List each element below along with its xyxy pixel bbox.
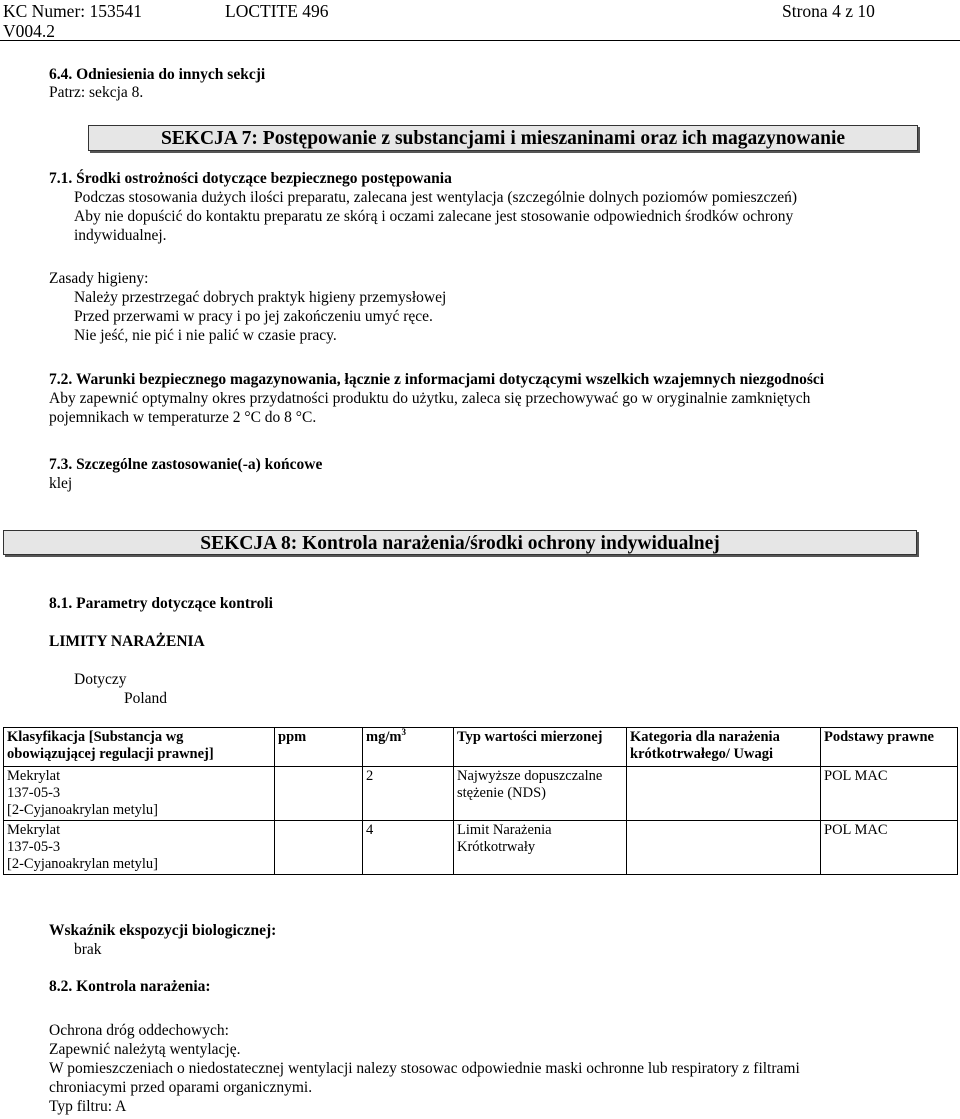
s71-line: Podczas stosowania dużych ilości preparatu, zalecana jest wentylacja (szczególnie dolnych poziomów pomieszczeń) [74, 189, 798, 206]
header-rule [0, 40, 960, 41]
s72-line: Aby zapewnić optymalny okres przydatności produktu do użytku, zaleca się przechowywać go w oryginalnie zamkniętych [49, 390, 811, 407]
substance-name: Mekrylat [7, 822, 61, 838]
kc-number: KC Numer: 153541 [3, 1, 143, 21]
value-type-line: Limit Narażenia [457, 822, 552, 838]
col-header-classification: Klasyfikacja [Substancja wg obowiązującej regulacji prawnej] [4, 728, 275, 767]
cell-mgm3: 2 [363, 767, 454, 821]
bio-heading: Wskaźnik ekspozycji biologicznej: [49, 922, 277, 939]
value-type-line: Najwyższe dopuszczalne [457, 768, 603, 784]
page-number: Strona 4 z 10 [782, 1, 875, 21]
s64-text: Patrz: sekcja 8. [49, 84, 144, 101]
col-header-ppm: ppm [275, 728, 363, 767]
col-header-category: Kategoria dla narażenia krótkotrwałego/ Uwagi [627, 728, 821, 767]
bio-value: brak [74, 941, 102, 958]
cell-mgm3: 4 [363, 821, 454, 875]
cell-category [627, 821, 821, 875]
table-row [4, 767, 958, 821]
section8-title: SEKCJA 8: Kontrola narażenia/środki ochrony indywidualnej [200, 533, 720, 554]
s82-line: Zapewnić należytą wentylację. [49, 1041, 241, 1058]
value-type-line: stężenie (NDS) [457, 785, 546, 801]
value-type-line: Krótkotrwały [457, 839, 536, 855]
section8-banner [3, 530, 917, 555]
chemical-name: [2-Cyjanoakrylan metylu] [7, 802, 158, 818]
s82-line: W pomieszczeniach o niedostatecznej wentylacji nalezy stosowac odpowiednie maski ochronne lub respiratory z filtrami [49, 1060, 800, 1077]
cell-legal: POL MAC [821, 767, 958, 821]
col-header-legal: Podstawy prawne [821, 728, 958, 767]
product-name: LOCTITE 496 [225, 1, 329, 21]
version: V004.2 [3, 21, 56, 41]
s82-line: Typ filtru: A [49, 1098, 127, 1115]
hygiene-line: Nie jeść, nie pić i nie palić w czasie pracy. [74, 327, 337, 344]
hygiene-line: Należy przestrzegać dobrych praktyk higieny przemysłowej [74, 289, 447, 306]
applies-label: Dotyczy [74, 671, 127, 688]
cas-number: 137-05-3 [7, 839, 61, 855]
cell-value-type [454, 821, 627, 875]
s81-heading: 8.1. Parametry dotyczące kontroli [49, 595, 273, 612]
cell-classification [4, 821, 275, 875]
s82-line: chroniacymi przed oparami organicznymi. [49, 1079, 313, 1096]
s73-text: klej [49, 475, 73, 492]
hygiene-line: Przed przerwami w pracy i po jej zakończeniu umyć ręce. [74, 308, 433, 325]
s71-line: Aby nie dopuścić do kontaktu preparatu ze skórą i oczami zalecane jest stosowanie odpowiednich środków ochrony [74, 208, 794, 225]
s82-heading: 8.2. Kontrola narażenia: [49, 978, 211, 995]
substance-name: Mekrylat [7, 768, 61, 784]
limits-heading: LIMITY NARAŻENIA [49, 633, 205, 650]
mgm3-sup: 3 [401, 727, 406, 738]
resp-label: Ochrona dróg oddechowych: [49, 1022, 229, 1039]
chemical-name: [2-Cyjanoakrylan metylu] [7, 856, 158, 872]
cell-category [627, 767, 821, 821]
s72-heading: 7.2. Warunki bezpiecznego magazynowania, łącznie z informacjami dotyczącymi wszelkich wzajemnych niezgodności [49, 371, 825, 388]
section7-title: SEKCJA 7: Postępowanie z substancjami i mieszaninami oraz ich magazynowanie [160, 128, 846, 149]
table-row [4, 821, 958, 875]
section7-banner [88, 125, 918, 151]
s64-heading: 6.4. Odniesienia do innych sekcji [49, 66, 266, 83]
exposure-limits-table [3, 727, 958, 875]
s73-heading: 7.3. Szczególne zastosowanie(-a) końcowe [49, 456, 323, 473]
table-header-row [4, 728, 958, 767]
col-header-value-type: Typ wartości mierzonej [454, 728, 627, 767]
cell-ppm [275, 767, 363, 821]
s71-line: indywidualnej. [74, 227, 167, 244]
cell-value-type [454, 767, 627, 821]
s72-line: pojemnikach w temperaturze 2 °C do 8 °C. [49, 409, 317, 426]
col-header-mgm3 [363, 728, 454, 767]
hygiene-label: Zasady higieny: [49, 270, 149, 287]
cas-number: 137-05-3 [7, 785, 61, 801]
cell-legal: POL MAC [821, 821, 958, 875]
cell-ppm [275, 821, 363, 875]
cell-classification [4, 767, 275, 821]
country: Poland [124, 690, 168, 707]
s71-heading: 7.1. Środki ostrożności dotyczące bezpiecznego postępowania [49, 170, 452, 187]
mgm3-label: mg/m [366, 729, 402, 745]
